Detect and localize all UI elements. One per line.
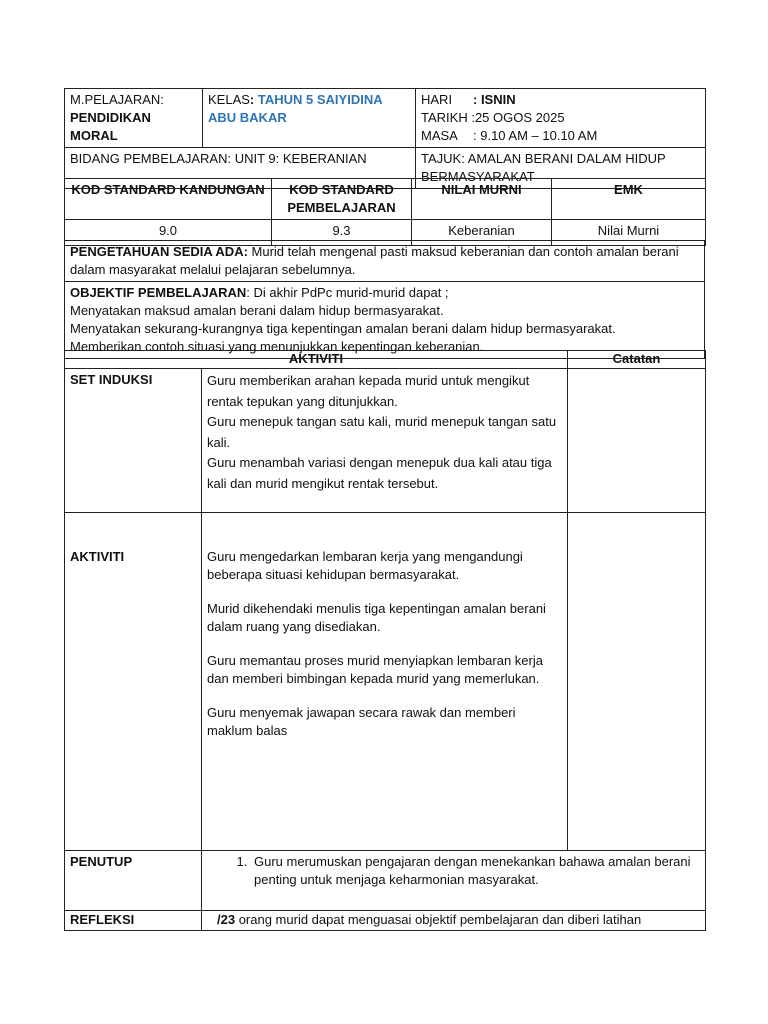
subject-value: PENDIDIKAN MORAL	[70, 110, 151, 143]
notes-header: Catatan	[568, 351, 706, 369]
class-label: KELAS	[208, 92, 250, 107]
set-induksi-notes	[568, 369, 706, 513]
schedule-cell	[416, 89, 706, 148]
standards-value: 9.3	[272, 220, 412, 246]
date-value: :25 OGOS 2025	[471, 110, 565, 125]
objectives-intro: : Di akhir PdPc murid-murid dapat ;	[246, 285, 449, 300]
set-induksi-line: Guru menambah variasi dengan menepuk dua kali atau tiga kali dan murid mengikut rentak tersebut.	[207, 455, 552, 491]
tajuk-cell: TAJUK: AMALAN BERANI DALAM HIDUP BERMASYARAKAT	[416, 148, 706, 189]
subject-cell	[65, 89, 203, 148]
objective-item: Menyatakan maksud amalan berani dalam hidup bermasyarakat.	[70, 303, 444, 318]
subject-label: M.PELAJARAN:	[70, 92, 164, 107]
standards-value: 9.0	[65, 220, 272, 246]
objectives-label: OBJEKTIF PEMBELAJARAN	[70, 285, 247, 300]
prior-knowledge-cell	[65, 241, 705, 282]
set-induksi-line: Guru memberikan arahan kepada murid untuk mengikut rentak tepukan yang ditunjukkan.	[207, 373, 530, 409]
time-label: MASA	[421, 128, 458, 143]
standards-header: KOD STANDARD PEMBELAJARAN	[272, 179, 412, 220]
standards-header: EMK	[552, 179, 706, 220]
penutup-item: 1. Guru merumuskan pengajaran dengan menekankan bahawa amalan berani penting untuk menjaga keharmonian masyarakat.	[251, 853, 700, 889]
prior-knowledge-label: PENGETAHUAN SEDIA ADA:	[70, 244, 248, 259]
penutup-list	[207, 853, 700, 889]
time-value: : 9.10 AM – 10.10 AM	[473, 128, 598, 143]
objective-item: Menyatakan sekurang-kurangnya tiga kepentingan amalan berani dalam hidup bermasyarakat.	[70, 321, 616, 336]
day-label: HARI	[421, 92, 453, 107]
aktiviti-paragraph: Guru menyemak jawapan secara rawak dan memberi maklum balas	[207, 705, 516, 738]
aktiviti-label: AKTIVITI	[65, 513, 202, 851]
set-induksi-label: SET INDUKSI	[65, 369, 202, 513]
objective-item: Memberikan contoh situasi yang menunjukkan kepentingan keberanian.	[70, 339, 484, 354]
penutup-content	[202, 851, 706, 911]
date-label: TARIKH	[421, 110, 468, 125]
class-colon: :	[249, 92, 255, 107]
activity-header: AKTIVITI	[65, 351, 568, 369]
objectives-table	[64, 240, 705, 359]
prior-knowledge-text: Murid telah mengenal pasti maksud keberanian dan contoh amalan berani dalam masyarakat melalui pelajaran sebelumnya.	[70, 244, 679, 277]
bidang-cell: BIDANG PEMBELAJARAN: UNIT 9: KEBERANIAN	[65, 148, 416, 189]
standards-header: KOD STANDARD KANDUNGAN	[65, 179, 272, 220]
time-row	[421, 127, 700, 145]
refleksi-label: REFLEKSI	[65, 911, 202, 931]
activity-table	[64, 350, 706, 931]
refleksi-prefix: /23	[217, 912, 236, 927]
standards-table	[64, 178, 706, 246]
class-value: TAHUN 5 SAIYIDINA ABU BAKAR	[208, 92, 383, 125]
date-row	[421, 109, 700, 127]
penutup-label: PENUTUP	[65, 851, 202, 911]
aktiviti-content	[202, 513, 568, 851]
aktiviti-notes	[568, 513, 706, 851]
set-induksi-content	[202, 369, 568, 513]
standards-header: NILAI MURNI	[412, 179, 552, 220]
refleksi-text: orang murid dapat menguasai objektif pembelajaran dan diberi latihan	[235, 912, 642, 927]
refleksi-content	[202, 911, 706, 931]
aktiviti-paragraph: Murid dikehendaki menulis tiga kepentingan amalan berani dalam ruang yang disediakan.	[207, 601, 546, 634]
class-cell	[203, 89, 416, 148]
aktiviti-paragraph: Guru mengedarkan lembaran kerja yang mengandungi beberapa situasi kehidupan bermasyarakat.	[207, 549, 523, 582]
day-value: : ISNIN	[473, 92, 516, 107]
set-induksi-line: Guru menepuk tangan satu kali, murid menepuk tangan satu kali.	[207, 414, 557, 450]
aktiviti-paragraph: Guru memantau proses murid menyiapkan lembaran kerja dan memberi bimbingan kepada murid yang memerlukan.	[207, 653, 543, 686]
standards-value: Keberanian	[412, 220, 552, 246]
objectives-cell	[65, 282, 705, 359]
standards-value: Nilai Murni	[552, 220, 706, 246]
day-row	[421, 91, 700, 109]
header-table	[64, 88, 706, 189]
